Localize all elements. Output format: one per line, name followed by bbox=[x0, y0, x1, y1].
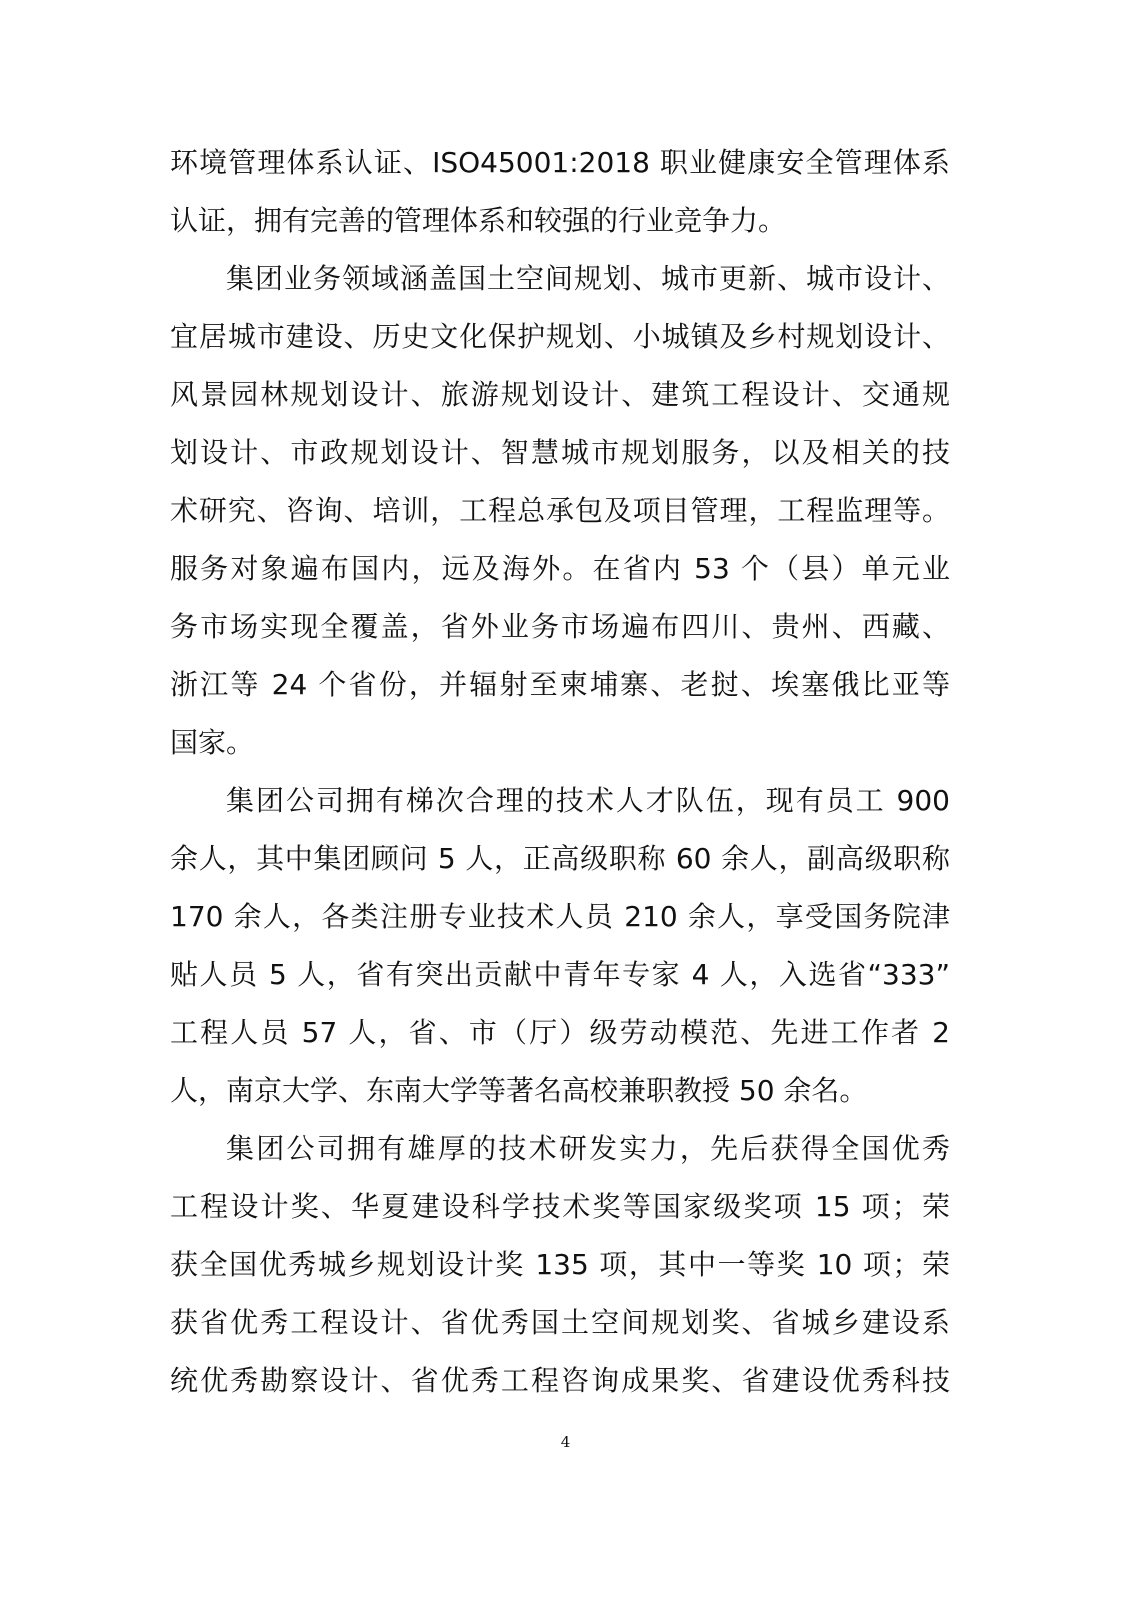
text-line: 宜居城市建设、历史文化保护规划、小城镇及乡村规划设计、 bbox=[170, 320, 950, 353]
text-line: 务市场实现全覆盖，省外业务市场遍布四川、贵州、西藏、 bbox=[170, 610, 950, 643]
text-line: 术研究、咨询、培训，工程总承包及项目管理，工程监理等。 bbox=[170, 494, 950, 527]
text-line: 余人，其中集团顾问 5 人，正高级职称 60 余人，副高级职称 bbox=[170, 842, 950, 875]
page-number: 4 bbox=[560, 1433, 571, 1451]
paragraph-first-line: 集团公司拥有雄厚的技术研发实力，先后获得全国优秀 bbox=[226, 1132, 950, 1165]
text-line: 贴人员 5 人，省有突出贡献中青年专家 4 人，入选省“333” bbox=[170, 958, 950, 991]
paragraph-first-line: 集团业务领域涵盖国土空间规划、城市更新、城市设计、 bbox=[226, 262, 950, 295]
text-line: 划设计、市政规划设计、智慧城市规划服务，以及相关的技 bbox=[170, 436, 950, 469]
text-line: 人，南京大学、东南大学等著名高校兼职教授 50 余名。 bbox=[170, 1074, 868, 1107]
text-line: 170 余人，各类注册专业技术人员 210 余人，享受国务院津 bbox=[170, 900, 950, 933]
text-line: 风景园林规划设计、旅游规划设计、建筑工程设计、交通规 bbox=[170, 378, 950, 411]
paragraph-first-line: 集团公司拥有梯次合理的技术人才队伍，现有员工 900 bbox=[226, 784, 950, 817]
text-line: 环境管理体系认证、ISO45001:2018 职业健康安全管理体系 bbox=[170, 146, 950, 179]
text-line: 工程设计奖、华夏建设科学技术奖等国家级奖项 15 项；荣 bbox=[170, 1190, 950, 1223]
text-line: 国家。 bbox=[170, 726, 255, 759]
text-line: 服务对象遍布国内，远及海外。在省内 53 个（县）单元业 bbox=[170, 552, 950, 585]
text-line: 获全国优秀城乡规划设计奖 135 项，其中一等奖 10 项；荣 bbox=[170, 1248, 950, 1281]
text-line: 浙江等 24 个省份，并辐射至柬埔寨、老挝、埃塞俄比亚等 bbox=[170, 668, 950, 701]
text-line: 统优秀勘察设计、省优秀工程咨询成果奖、省建设优秀科技 bbox=[170, 1364, 950, 1397]
text-line: 工程人员 57 人，省、市（厅）级劳动模范、先进工作者 2 bbox=[170, 1016, 950, 1049]
text-line: 获省优秀工程设计、省优秀国土空间规划奖、省城乡建设系 bbox=[170, 1306, 950, 1339]
text-line: 认证，拥有完善的管理体系和较强的行业竞争力。 bbox=[170, 204, 787, 237]
